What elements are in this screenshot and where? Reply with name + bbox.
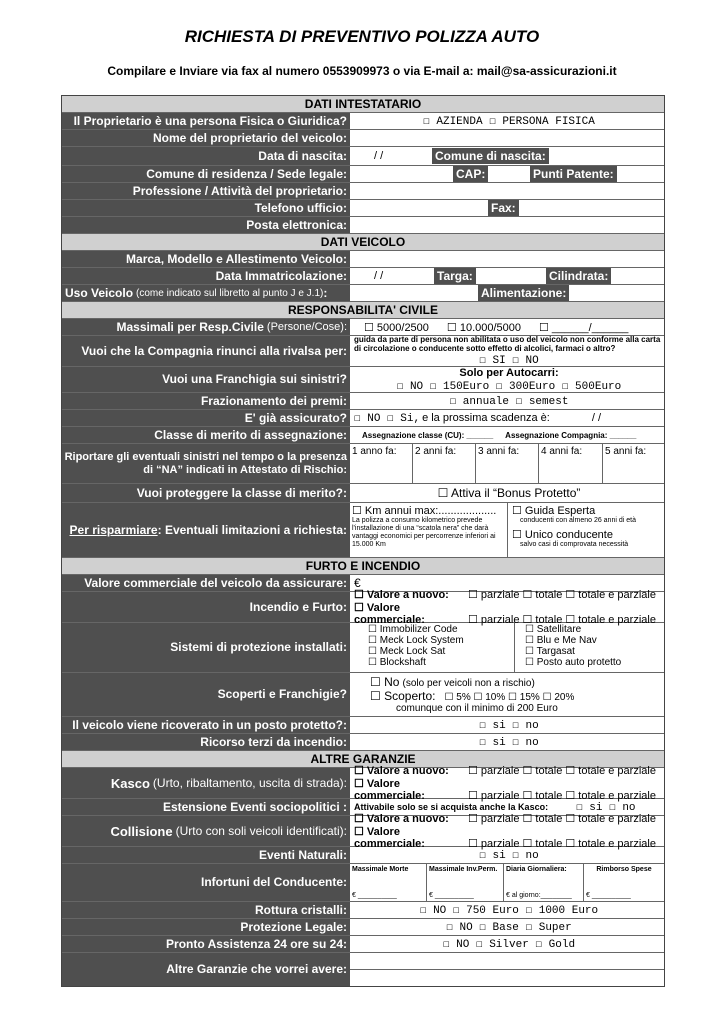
quote-form bbox=[61, 95, 665, 987]
rivalsa-options[interactable]: ☐ SI ☐ NO bbox=[479, 355, 539, 367]
label-massimali-note: (Persone/Cose): bbox=[266, 320, 347, 333]
label-email: Posta elettronica: bbox=[62, 217, 350, 233]
registration-date-value: / / bbox=[374, 270, 384, 282]
label-massimali: Massimali per Resp.Civile bbox=[116, 319, 264, 334]
label-eventi-naturali: Eventi Naturali: bbox=[62, 847, 350, 863]
bonus-protetto-checkbox[interactable]: ☐ Attiva il “Bonus Protetto” bbox=[437, 486, 581, 500]
sistema-meck-lock-sat[interactable]: ☐ Meck Lock Sat bbox=[368, 646, 446, 657]
label-targa: Targa: bbox=[434, 268, 476, 284]
label-telefono: Telefono ufficio: bbox=[62, 200, 350, 216]
guida-esperta-checkbox[interactable]: ☐ Guida Esperta bbox=[512, 505, 596, 517]
collisione-comm-options[interactable]: ☐ parziale ☐ totale ☐ totale e parziale bbox=[468, 838, 656, 850]
frazionamento-options[interactable]: ☐ annuale ☐ semest bbox=[449, 396, 569, 408]
eventi-naturali-options[interactable]: ☐ si ☐ no bbox=[479, 850, 539, 862]
sistema-immobilizer[interactable]: ☐ Immobilizer Code bbox=[368, 624, 458, 635]
label-uso-colon: : bbox=[323, 285, 328, 300]
section-header-rc: RESPONSABILITA' CIVILE bbox=[62, 302, 664, 319]
pronto-assistenza-options[interactable]: ☐ NO ☐ Silver ☐ Gold bbox=[442, 939, 576, 951]
label-ricorso-terzi: Ricorso terzi da incendio: bbox=[62, 734, 350, 750]
birth-date-field[interactable] bbox=[350, 147, 664, 165]
label-infortuni: Infortuni del Conducente: bbox=[62, 864, 350, 901]
label-marca: Marca, Modello e Allestimento Veicolo: bbox=[62, 251, 350, 267]
profession-field[interactable] bbox=[350, 183, 664, 199]
label-frazionamento: Frazionamento dei premi: bbox=[62, 393, 350, 409]
sistema-satellitare[interactable]: ☐ Satellitare bbox=[525, 624, 582, 635]
label-uso: Uso Veicolo bbox=[65, 285, 134, 300]
sinistri-year-3[interactable]: 3 anni fa: bbox=[476, 444, 539, 483]
unico-conducente-note: salvo casi di comprovata necessità bbox=[520, 541, 629, 548]
label-sistemi: Sistemi di protezione installati: bbox=[62, 623, 350, 672]
valore-commerciale-field[interactable]: € bbox=[354, 576, 361, 590]
label-ricovero: Il veicolo viene ricoverato in un posto protetto?: bbox=[62, 717, 350, 733]
sistema-posto-auto[interactable]: ☐ Posto auto protetto bbox=[525, 657, 622, 668]
sociopolitici-note: Attivabile solo se si acquista anche la Kasco: bbox=[354, 802, 549, 812]
label-cilindrata: Cilindrata: bbox=[546, 268, 611, 284]
label-limitazioni: : Eventuali limitazioni a richiesta: bbox=[157, 522, 347, 537]
label-kasco-note: (Urto, ribaltamento, uscita di strada): bbox=[152, 775, 347, 790]
ricorso-terzi-options[interactable]: ☐ si ☐ no bbox=[479, 737, 539, 749]
collisione-comm-label[interactable]: ☐ Valore commerciale: bbox=[354, 826, 425, 850]
section-header-altre: ALTRE GARANZIE bbox=[62, 751, 664, 768]
label-proteggere-classe: Vuoi proteggere la classe di merito?: bbox=[62, 484, 350, 502]
label-professione: Professione / Attività del proprietario: bbox=[62, 183, 350, 199]
guida-esperta-note: conducenti con almeno 26 anni di età bbox=[520, 517, 636, 524]
label-valore-commerciale: Valore commerciale del veicolo da assicurare: bbox=[62, 575, 350, 591]
page-title: RICHIESTA DI PREVENTIVO POLIZZA AUTO bbox=[184, 27, 540, 46]
label-collisione: Collisione bbox=[110, 823, 173, 839]
unico-conducente-checkbox[interactable]: ☐ Unico conducente bbox=[512, 529, 613, 541]
label-comune-nascita: Comune di nascita: bbox=[432, 148, 549, 164]
infortuni-diaria-header: Diaria Giornaliera: bbox=[506, 866, 567, 873]
scoperto-percent-options[interactable]: ☐ 5% ☐ 10% ☐ 15% ☐ 20% bbox=[444, 692, 575, 703]
label-protezione-legale: Protezione Legale: bbox=[62, 919, 350, 935]
massimale-5000[interactable]: ☐ 5000/2500 bbox=[364, 321, 429, 334]
label-tipo: Il Proprietario è una persona Fisica o Giuridica? bbox=[62, 113, 350, 129]
sistema-blockshaft[interactable]: ☐ Blockshaft bbox=[368, 657, 426, 668]
label-franchigia: Vuoi una Franchigia sui sinistri? bbox=[62, 367, 350, 392]
scoperto-no-checkbox[interactable]: ☐ No bbox=[370, 675, 400, 689]
incendio-comm-options[interactable]: ☐ parziale ☐ totale ☐ totale e parziale bbox=[468, 614, 656, 626]
residence-field[interactable] bbox=[350, 166, 664, 182]
phone-field[interactable] bbox=[350, 200, 664, 216]
km-annui-note: La polizza a consumo kilometrico prevede l'installazione di una “scatola nera” che darà vantaggi economici per percorrenze inferiori ai 15.000 Km bbox=[352, 517, 496, 548]
vehicle-use-field[interactable] bbox=[350, 285, 664, 301]
sistema-meck-lock[interactable]: ☐ Meck Lock System bbox=[368, 635, 464, 646]
scadenza-date[interactable]: / / bbox=[591, 412, 602, 424]
label-scoperti: Scoperti e Franchigie? bbox=[62, 673, 350, 716]
owner-name-field[interactable] bbox=[350, 130, 664, 146]
collisione-nuovo-label[interactable]: ☐ Valore a nuovo: bbox=[354, 813, 449, 825]
label-fax: Fax: bbox=[488, 200, 519, 216]
label-assicurato: E' già assicurato? bbox=[62, 410, 350, 426]
label-classe: Classe di merito di assegnazione: bbox=[62, 427, 350, 443]
infortuni-rimborso-field[interactable]: € __________ bbox=[586, 892, 631, 899]
incendio-nuovo-options[interactable]: ☐ parziale ☐ totale ☐ totale e parziale bbox=[468, 589, 656, 601]
massimale-10000[interactable]: ☐ 10.000/5000 bbox=[446, 321, 522, 334]
page-subtitle: Compilare e Inviare via fax al numero 0553909973 o via E-mail a: mail@sa-assicurazioni.it bbox=[107, 64, 617, 78]
incendio-nuovo-label[interactable]: ☐ Valore a nuovo: bbox=[354, 589, 449, 601]
infortuni-diaria-field[interactable]: € al giorno:________ bbox=[506, 892, 572, 899]
altre-garanzie-line-2[interactable] bbox=[350, 970, 664, 986]
label-risparmiare: Per risparmiare bbox=[69, 522, 158, 537]
label-sinistri: Riportare gli eventuali sinistri nel tempo o la presenza di “NA” indicati in Attestato di Rischio: bbox=[62, 444, 350, 483]
sistema-targasat[interactable]: ☐ Targasat bbox=[525, 646, 575, 657]
rivalsa-description: guida da parte di persona non abilitata o uso del veicolo non conforme alla carta di circolazione o conducente sotto effetto di alcolici, farmaci o altro? bbox=[354, 335, 661, 353]
kasco-nuovo-options[interactable]: ☐ parziale ☐ totale ☐ totale e parziale bbox=[468, 765, 656, 777]
infortuni-morte-field[interactable]: € __________ bbox=[352, 892, 397, 899]
section-header-veicolo: DATI VEICOLO bbox=[62, 234, 664, 251]
sinistri-year-2[interactable]: 2 anni fa: bbox=[413, 444, 476, 483]
label-uso-note: (come indicato sul libretto al punto J e J.1) bbox=[136, 287, 324, 299]
label-punti: Punti Patente: bbox=[530, 166, 617, 182]
classe-cu-field[interactable]: Assegnazione classe (CU): ______ bbox=[362, 430, 494, 440]
label-collisione-note: (Urto con soli veicoli identificati): bbox=[175, 823, 347, 838]
sinistri-year-1[interactable]: 1 anno fa: bbox=[350, 444, 413, 483]
sinistri-year-4[interactable]: 4 anni fa: bbox=[539, 444, 603, 483]
scoperto-no-note: (solo per veicoli non a rischio) bbox=[402, 678, 535, 689]
franchigia-options[interactable]: ☐ NO ☐ 150Euro ☐ 300Euro ☐ 500Euro bbox=[396, 380, 622, 393]
label-cap: CAP: bbox=[453, 166, 488, 182]
email-field[interactable] bbox=[350, 217, 664, 233]
label-rivalsa: Vuoi che la Compagnia rinunci alla rivalsa per: bbox=[62, 336, 350, 366]
birth-date-value: / / bbox=[374, 150, 384, 162]
collisione-nuovo-options[interactable]: ☐ parziale ☐ totale ☐ totale e parziale bbox=[468, 813, 656, 825]
kasco-nuovo-label[interactable]: ☐ Valore a nuovo: bbox=[354, 765, 449, 777]
label-altre-garanzie: Altre Garanzie che vorrei avere: bbox=[62, 953, 350, 986]
kasco-comm-label[interactable]: ☐ Valore commerciale: bbox=[354, 778, 425, 802]
label-nome: Nome del proprietario del veicolo: bbox=[62, 130, 350, 146]
label-pronto-assistenza: Pronto Assistenza 24 ore su 24: bbox=[62, 936, 350, 952]
altre-garanzie-line-1[interactable] bbox=[350, 953, 664, 970]
franchigia-autocarri-note: Solo per Autocarri: bbox=[459, 366, 559, 379]
label-sociopolitici: Estensione Eventi sociopolitici : bbox=[62, 799, 350, 815]
section-header-furto: FURTO E INCENDIO bbox=[62, 558, 664, 575]
label-rottura-cristalli: Rottura cristalli: bbox=[62, 902, 350, 918]
label-immatricolazione: Data Immatricolazione: bbox=[62, 268, 350, 284]
infortuni-rimborso-header: Rimborso Spese bbox=[596, 866, 652, 873]
label-alimentazione: Alimentazione: bbox=[478, 285, 569, 301]
sociopolitici-options[interactable]: ☐ si ☐ no bbox=[576, 802, 636, 814]
protezione-legale-options[interactable]: ☐ NO ☐ Base ☐ Super bbox=[446, 922, 572, 934]
ricovero-options[interactable]: ☐ si ☐ no bbox=[479, 720, 539, 732]
sistema-blu-me-nav[interactable]: ☐ Blu e Me Nav bbox=[525, 635, 597, 646]
label-kasco: Kasco bbox=[110, 775, 150, 791]
assicurato-scadenza-label: e la prossima scadenza è: bbox=[422, 412, 550, 424]
label-nascita: Data di nascita: bbox=[62, 147, 350, 165]
rottura-cristalli-options[interactable]: ☐ NO ☐ 750 Euro ☐ 1000 Euro bbox=[419, 905, 599, 917]
infortuni-inv-header: Massimale Inv.Perm. bbox=[429, 866, 498, 873]
scoperto-min-note: comunque con il minimo di 200 Euro bbox=[396, 703, 558, 714]
sinistri-year-5[interactable]: 5 anni fa: bbox=[605, 446, 647, 457]
infortuni-morte-header: Massimale Morte bbox=[352, 866, 409, 873]
registration-date-field[interactable] bbox=[350, 268, 664, 284]
label-residenza: Comune di residenza / Sede legale: bbox=[62, 166, 350, 182]
assicurato-options[interactable]: ☐ NO ☐ Si, bbox=[354, 413, 421, 425]
label-incendio-furto: Incendio e Furto: bbox=[62, 592, 350, 622]
massimale-other[interactable]: ☐ ______/______ bbox=[539, 321, 629, 334]
km-annui-checkbox[interactable]: ☐ Km annui max:................... bbox=[352, 505, 497, 517]
classe-compagnia-field[interactable]: Assegnazione Compagnia: ______ bbox=[505, 430, 637, 440]
scoperto-checkbox[interactable]: ☐ Scoperto: bbox=[370, 689, 436, 703]
section-header-intestatario: DATI INTESTATARIO bbox=[62, 96, 664, 113]
vehicle-model-field[interactable] bbox=[350, 251, 664, 267]
sinistri-grid bbox=[350, 444, 664, 483]
incendio-comm-label[interactable]: ☐ Valore commerciale: bbox=[354, 602, 425, 626]
owner-type-checkboxes[interactable]: ☐ AZIENDA ☐ PERSONA FISICA bbox=[423, 116, 595, 128]
infortuni-inv-field[interactable]: € __________ bbox=[429, 892, 474, 899]
kasco-comm-options[interactable]: ☐ parziale ☐ totale ☐ totale e parziale bbox=[468, 790, 656, 802]
massimali-options[interactable] bbox=[350, 319, 664, 335]
